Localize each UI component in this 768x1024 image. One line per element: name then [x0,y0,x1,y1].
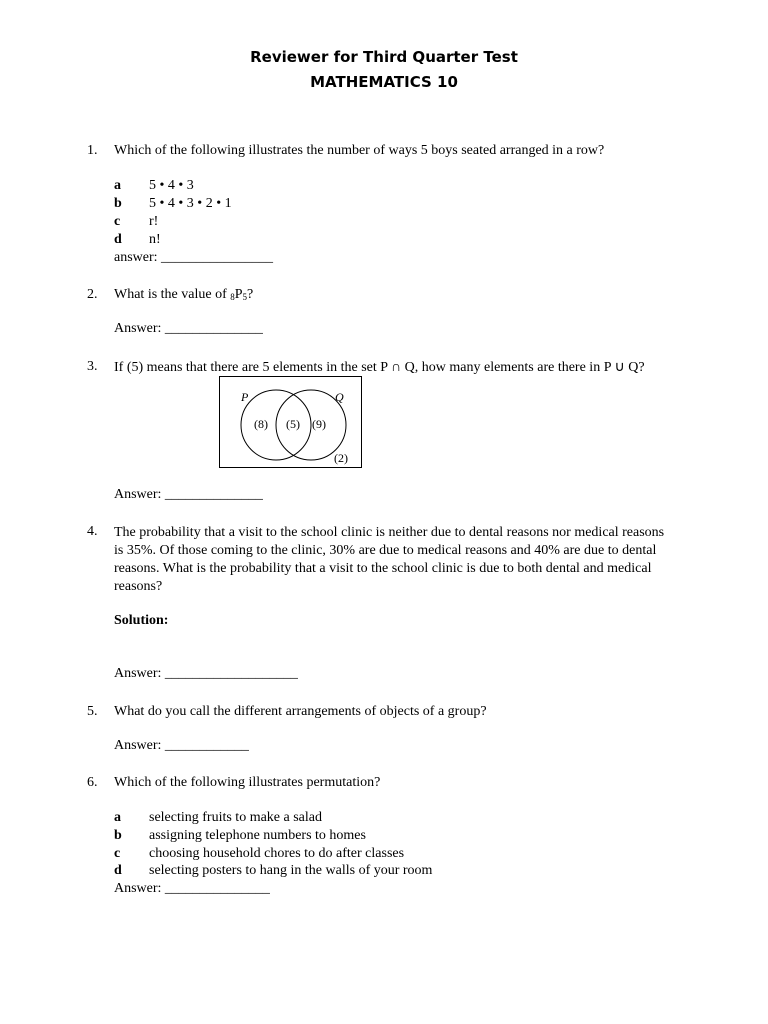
q1-option-c-letter: c [114,214,121,229]
q3-text: If (5) means that there are 5 elements in the set P ∩ Q, how many elements are there in P ∪ Q? [114,360,645,375]
q5-answer: Answer: ____________ [114,738,249,753]
q2-number: 2. [87,287,98,302]
q5-text: What do you call the different arrangements of objects of a group? [114,704,487,719]
q6-number: 6. [87,775,98,790]
q2-permutation-letter: P [234,287,243,302]
q6-option-d-letter: d [114,863,122,878]
q1-option-a-text: 5 • 4 • 3 [149,178,194,193]
venn-only-p: (8) [254,417,268,431]
q2-pre-subscript: 8 [230,292,235,302]
q2-answer: Answer: ______________ [114,321,263,336]
q5-number: 5. [87,704,98,719]
q2-text [114,287,253,303]
q3-answer: Answer: ______________ [114,487,263,502]
q6-answer: Answer: _______________ [114,881,270,896]
q6-text: Which of the following illustrates permutation? [114,775,381,790]
q6-option-a-text: selecting fruits to make a salad [149,810,322,825]
q2-text-after: ? [247,287,254,302]
q6-option-b-letter: b [114,828,122,843]
q4-answer: Answer: ___________________ [114,666,298,681]
q1-option-a-letter: a [114,178,121,193]
q6-option-c-text: choosing household chores to do after classes [149,846,405,861]
venn-intersection: (5) [286,417,300,431]
q1-option-d-letter: d [114,232,122,247]
q3-number: 3. [87,359,98,374]
venn-label-q: Q [335,390,344,404]
q6-option-b-text: assigning telephone numbers to homes [149,828,366,843]
venn-label-p: P [241,390,249,404]
q2-post-subscript: 5 [242,292,248,302]
q6-option-d-text: selecting posters to hang in the walls of your room [149,863,433,878]
q4-solution-label: Solution: [114,613,169,628]
q1-answer: answer: ________________ [114,250,274,265]
venn-outside: (2) [334,451,348,465]
q4-text [114,524,714,596]
q4-text-line-3: reasons. What is the probability that a visit to the school clinic is due to both dental and medical [114,561,652,576]
q6-option-a-letter: a [114,810,121,825]
venn-diagram [219,376,362,468]
q2-text-before: What is the value of [114,287,231,302]
q1-option-b-text: 5 • 4 • 3 • 2 • 1 [149,196,232,211]
q6-option-c-letter: c [114,846,121,861]
q4-text-line-4: reasons? [114,579,163,594]
q4-number: 4. [87,524,98,539]
page-title: Reviewer for Third Quarter Test [250,48,518,66]
venn-only-q: (9) [312,417,326,431]
q1-option-d-text: n! [149,232,161,247]
q1-option-b-letter: b [114,196,122,211]
q1-number: 1. [87,143,98,158]
q4-text-line-1: The probability that a visit to the school clinic is neither due to dental reasons nor medical reasons [114,525,665,540]
q1-text: Which of the following illustrates the number of ways 5 boys seated arranged in a row? [114,143,605,158]
q4-text-line-2: is 35%. Of those coming to the clinic, 30% are due to medical reasons and 40% are due to dental [114,543,657,558]
q1-option-c-text: r! [149,214,159,229]
page-subject: MATHEMATICS 10 [310,73,458,91]
